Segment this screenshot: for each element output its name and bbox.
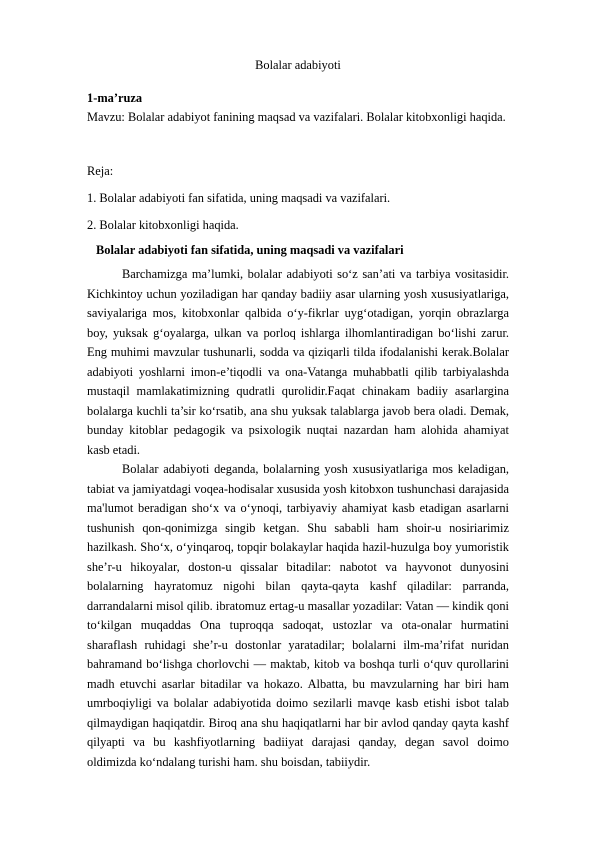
section-heading: Bolalar adabiyoti fan sifatida, uning maqsadi va vazifalari [96,243,404,257]
paragraph-2: Bolalar adabiyoti deganda, bolalarning yosh xususiyatlariga mos keladigan, tabiat va jamiyatdagi voqea-hodisalar xususida yosh kitobxon tushunchasi darajasida ma'lumot beradigan sho‘x va o‘ynoqi, tarbiyaviy ahamiyat kasb etadigan asarlarni tushunish qon-qonimizga singib ketgan. Shu sababli ham shoir-u nosiriarimiz hazilkash. Sho‘x, o‘yinqaroq, topqir bolakaylar haqida hazil-huzulga boy yumoristik she’r-u hikoyalar, doston-u qissalar bitadilar: nabotot va hayvonot dunyosini bolalarning hayratomuz nigohi bilan qayta-qayta kashf qiladilar: parranda, darrandalarni misol qilib. ibratomuz ertag-u masallar yozadilar: Vatan — kindik qoni to‘kilgan muqaddas Ona tuproqqa sadoqat, ustozlar va ota-onalar hurmatini sharaflash ruhidagi she’r-u dostonlar yaratadilar; bolalarni ilm-ma’rifat nuridan bahramand bo‘lishga chorlovchi — maktab, kitob va boshqa turli o‘quv qurollarini madh etuvchi asarlar bitadilar va hokazo. Albatta, bu mavzularning har biri ham umrboqiyligi va bolalar adabiyotida doimo sezilarli mavqe kasb etishi isbot talab qilmaydigan haqiqatdir. Biroq ana shu haqiqatlarni har bir avlod qanday qayta kashf qilyapti va bu kashfiyotlarning badiiyat darajasi qanday, degan savol doimo oldimizda ko‘ndalang turishi ham. shu boisdan, tabiiydir. [87,462,509,769]
lecture-number: 1-ma’ruza [87,91,143,105]
document-title: Bolalar adabiyoti [255,58,341,72]
plan-item-1: 1. Bolalar adabiyoti fan sifatida, uning maqsadi va vazifalari. [87,191,391,205]
plan-item-2: 2. Bolalar kitobxonligi haqida. [87,218,239,232]
paragraph-1: Barchamizga ma’lumki, bolalar adabiyoti so‘z san’ati va tarbiya vositasidir. Kichkintoy uchun yoziladigan har qanday badiiy asar ularning yosh xususiyatlariga, saviyalariga mos, kitobxonlar qalbida o‘y-fikrlar uyg‘otadigan, yorqin obrazlarga boy, yuksak g‘oyalarga, ulkan va porloq ishlarga ilhomlantiradigan bo‘lishi zarur. Eng muhimi mavzular tushunarli, sodda va qiziqarli tilda ifodalanishi kerak.Bolalar adabiyoti yoshlarni imon-e’tiqodli va ona-Vatanga muhabbatli qilib tarbiyalashda mustaqil mamlakatimizning qudratli qurolidir.Faqat chinakam badiiy asarlargina bolalarga kuchli ta’sir ko‘rsatib, ana shu yuksak talablarga javob bera oladi. Demak, bunday kitoblar pedagogik va psixologik nuqtai nazardan ham alohida ahamiyat kasb etadi. [87,267,509,457]
topic-text: Mavzu: Bolalar adabiyot fanining maqsad va vazifalari. Bolalar kitobxonligi haqida. [87,110,506,124]
plan-label: Reja: [87,164,114,178]
